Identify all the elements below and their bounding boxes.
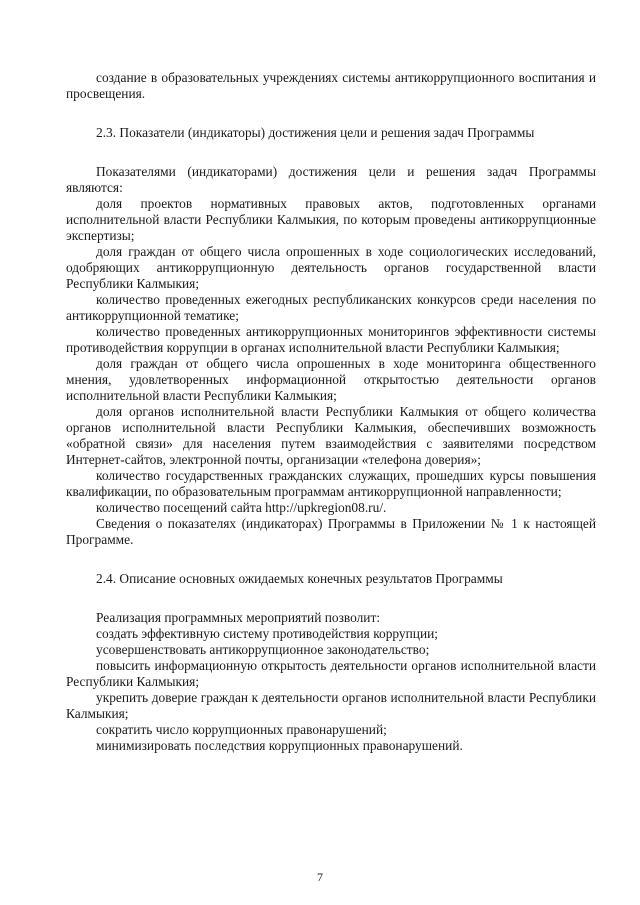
section-2-4-item-1: создать эффективную систему противодействия коррупции; [96, 626, 439, 641]
section-2-3-item-1: доля проектов нормативных правовых актов, подготовленных органами исполнительной власти Республики Калмыкия, по которым проведены антикоррупционные экспертизы; [66, 196, 596, 243]
section-2-3-item-4: количество проведенных антикоррупционных мониторингов эффективности системы противодействия коррупции в органах исполнительной власти Республики Калмыкия; [66, 324, 596, 355]
section-2-3-item-6: доля органов исполнительной власти Республики Калмыкия от общего количества органов исполнительной власти Республики Калмыкия, обеспечивших возможность «обратной связи» для населения путем взаимодействия с заявителями посредством Интернет-сайтов, электронной почты, организации «телефона доверия»; [66, 404, 596, 467]
section-2-4-heading: 2.4. Описание основных ожидаемых конечных результатов Программы [96, 571, 503, 586]
section-2-3-heading: 2.3. Показатели (индикаторы) достижения цели и решения задач Программы [96, 125, 535, 140]
section-2-4-item-2: усовершенствовать антикоррупционное законодательство; [96, 642, 430, 657]
intro-paragraph: создание в образовательных учреждениях системы антикоррупционного воспитания и просвещения. [66, 70, 596, 101]
section-2-3-item-3: количество проведенных ежегодных республиканских конкурсов среди населения по антикоррупционной тематике; [66, 292, 596, 323]
page-number: 7 [317, 870, 323, 884]
section-2-3-item-5: доля граждан от общего числа опрошенных в ходе мониторинга общественного мнения, удовлетворенных информационной открытостью деятельности органов исполнительной власти Республики Калмыкия; [66, 356, 596, 403]
section-2-4-item-3: повысить информационную открытость деятельности органов исполнительной власти Республики Калмыкия; [66, 658, 596, 689]
section-2-4-lead: Реализация программных мероприятий позволит: [96, 610, 381, 625]
section-2-3-lead: Показателями (индикаторами) достижения цели и решения задач Программы являются: [66, 164, 596, 195]
section-2-4-item-5: сократить число коррупционных правонарушений; [96, 722, 387, 737]
section-2-3-item-9: Сведения о показателях (индикаторах) Программы в Приложении № 1 к настоящей Программе. [66, 516, 596, 547]
document-body [66, 70, 596, 754]
section-2-4-item-4: укрепить доверие граждан к деятельности органов исполнительной власти Республики Калмыкия; [66, 690, 596, 721]
section-2-3-item-8: количество посещений сайта http://upkregion08.ru/. [96, 500, 387, 515]
section-2-3-item-2: доля граждан от общего числа опрошенных в ходе социологических исследований, одобряющих антикоррупционную деятельность органов государственной власти Республики Калмыкия; [66, 244, 596, 291]
section-2-4-item-6: минимизировать последствия коррупционных правонарушений. [96, 738, 463, 753]
section-2-3-item-7: количество государственных гражданских служащих, прошедших курсы повышения квалификации, по образовательным программам антикоррупционной направленности; [66, 468, 596, 499]
